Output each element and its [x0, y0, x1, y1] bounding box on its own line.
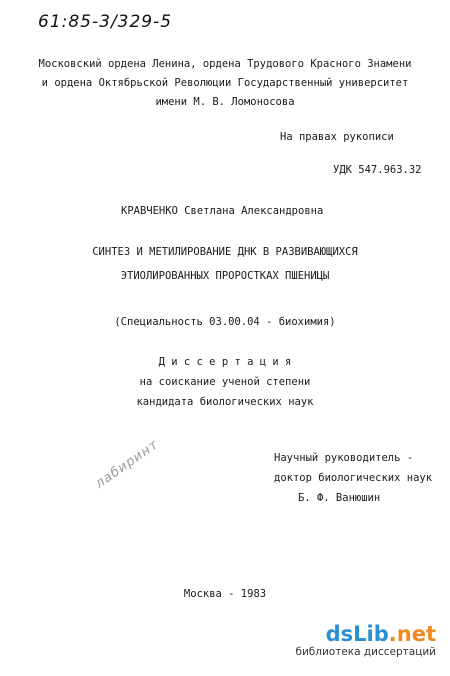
advisor-name: Б. Ф. Ванюшин [298, 492, 381, 504]
header-line-1: Московский ордена Ленина, ордена Трудового Красного Знамени [38, 58, 412, 70]
advisor-degree: доктор биологических наук [274, 472, 433, 484]
watermark-logo-part2: .net [388, 622, 436, 646]
watermark-logo-part1: dsLib [325, 622, 389, 646]
place-year: Москва - 1983 [183, 588, 267, 600]
dissertation-label: Д и с с е р т а ц и я [158, 356, 292, 368]
udk-code: УДК 547.963.32 [333, 164, 422, 176]
library-stamp: лабиринт [92, 437, 162, 492]
watermark [295, 623, 436, 658]
degree-line-1: на соискание ученой степени [139, 376, 311, 388]
advisor-label: Научный руководитель - [274, 452, 414, 464]
title-line-1: СИНТЕЗ И МЕТИЛИРОВАНИЕ ДНК В РАЗВИВАЮЩИХСЯ [92, 246, 358, 258]
degree-line-2: кандидата биологических наук [136, 396, 314, 408]
watermark-logo [295, 623, 436, 645]
rights-note: На правах рукописи [280, 131, 394, 143]
handwritten-code: 61:85-3/329-5 [38, 12, 173, 32]
watermark-subtitle: библиотека диссертаций [295, 646, 436, 658]
specialty: (Специальность 03.00.04 - биохимия) [114, 316, 336, 328]
author-name: КРАВЧЕНКО Светлана Александровна [121, 205, 324, 217]
header-line-2: и ордена Октябрьской Революции Государственный университет [41, 77, 409, 89]
title-line-2: ЭТИОЛИРОВАННЫХ ПРОРОСТКАХ ПШЕНИЦЫ [120, 270, 330, 282]
header-line-3: имени М. В. Ломоносова [155, 96, 295, 108]
